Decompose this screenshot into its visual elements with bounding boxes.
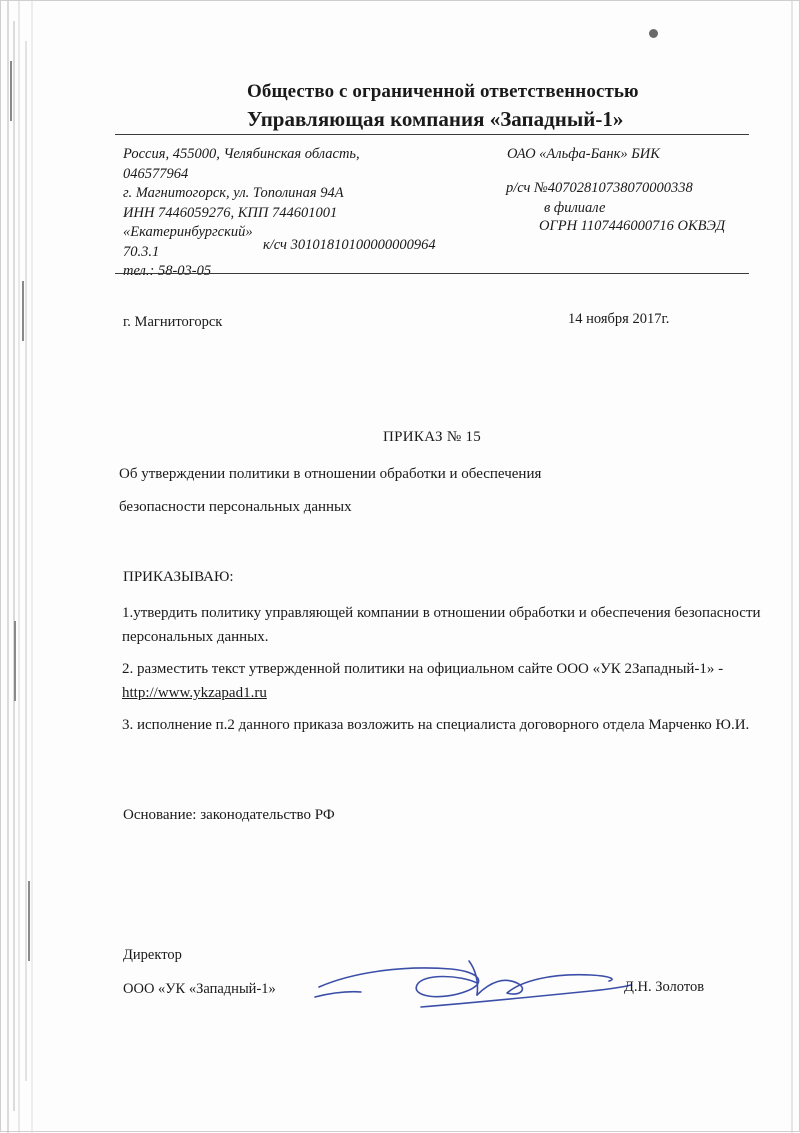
order-item-3: 3. исполнение п.2 данного приказа возложить на специалиста договорного отдела Марченко Ю.И. [122, 717, 750, 733]
order-subject-line-1: Об утверждении политики в отношении обработки и обеспечения [119, 466, 542, 482]
requisite-line: ИНН 7446059276, КПП 744601001 [123, 204, 338, 221]
order-item-2-text: 2. разместить текст утвержденной политики на официальном сайте ООО «УК 2Западный-1» - [122, 661, 724, 677]
requisite-line: тел.: 58-03-05 [123, 263, 212, 279]
organization-type: Общество с ограниченной ответственностью [247, 81, 639, 102]
header-rule-top [115, 134, 749, 135]
settlement-account: р/сч №40702810738070000338 [506, 180, 693, 196]
requisites-left [123, 145, 360, 282]
bank-branch: в филиале [544, 200, 606, 216]
order-item-2 [122, 657, 762, 705]
document-city: г. Магнитогорск [123, 314, 223, 330]
scan-dot-artifact [649, 29, 658, 38]
requisite-line: Россия, 455000, Челябинская область, [123, 146, 360, 162]
bank-name: ОАО «Альфа-Банк» БИК [507, 146, 660, 162]
corr-account: к/сч 30101810100000000964 [263, 237, 436, 253]
scan-edge-artifact [5, 1, 41, 1133]
signatory-name: Д.Н. Золотов [624, 979, 705, 995]
order-basis: Основание: законодательство РФ [123, 807, 335, 823]
company-name: Управляющая компания «Западный-1» [247, 107, 624, 131]
handwritten-signature [291, 951, 641, 1031]
signatory-position: Директор [123, 947, 182, 963]
signatory-organization: ООО «УК «Западный-1» [123, 981, 276, 997]
order-directive: ПРИКАЗЫВАЮ: [123, 569, 234, 585]
requisite-line: «Екатеринбургский» [123, 224, 253, 240]
requisite-line: 046577964 [123, 165, 189, 182]
ogrn-okved: ОГРН 1107446000716 ОКВЭД [539, 218, 726, 234]
document-date: 14 ноября 2017г. [568, 311, 670, 327]
requisite-line: 70.3.1 [123, 243, 160, 260]
order-item-1: 1.утвердить политику управляющей компании в отношении обработки и обеспечения безопасности персональных данных. [122, 605, 761, 645]
company-website-link[interactable]: http://www.ykzapad1.ru [122, 685, 267, 701]
header-rule-bottom [115, 273, 749, 274]
requisite-line: г. Магнитогорск, ул. Тополиная 94А [123, 185, 344, 201]
order-subject-line-2: безопасности персональных данных [119, 499, 352, 515]
order-title: ПРИКАЗ № 15 [383, 429, 482, 445]
scan-edge-right-artifact [787, 1, 797, 1133]
